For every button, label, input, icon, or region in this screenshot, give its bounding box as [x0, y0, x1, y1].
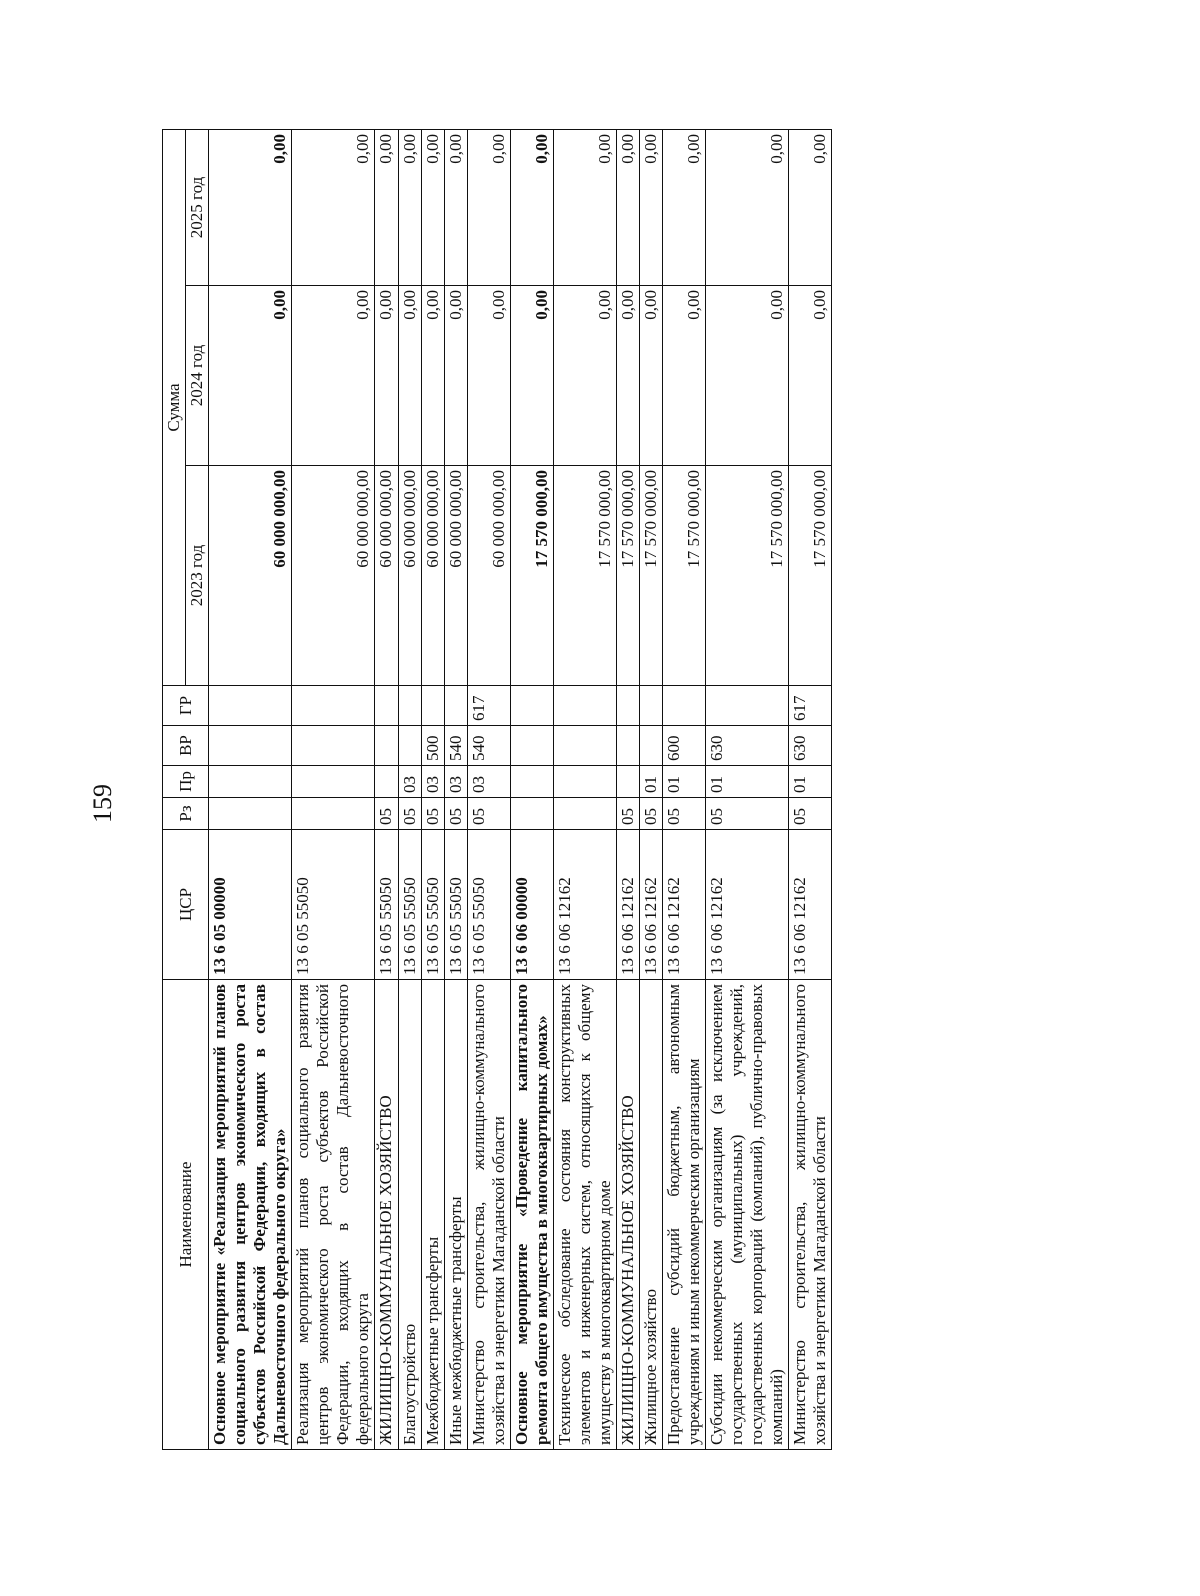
- row-pr: [375, 766, 398, 798]
- row-amount-2023: 60 000 000,00: [421, 466, 444, 686]
- row-rz: 05: [616, 798, 639, 830]
- row-gr: [375, 686, 398, 726]
- row-gr: [553, 686, 616, 726]
- row-csr: 13 6 05 55050: [467, 830, 510, 980]
- row-rz: [553, 798, 616, 830]
- table-row: [640, 130, 663, 1450]
- row-amount-2024: 0,00: [375, 286, 398, 466]
- row-amount-2024: 0,00: [398, 286, 421, 466]
- row-gr: [706, 686, 789, 726]
- row-amount-2023: 17 570 000,00: [616, 466, 639, 686]
- row-csr: 13 6 06 12162: [616, 830, 639, 980]
- row-pr: 03: [421, 766, 444, 798]
- row-gr: [640, 686, 663, 726]
- row-name: Предоставление субсидий бюджетным, автономным учреждениям и иным некоммерческим организациям: [663, 980, 706, 1450]
- row-amount-2024: 0,00: [553, 286, 616, 466]
- row-amount-2025: 0,00: [398, 130, 421, 286]
- row-csr: 13 6 06 00000: [510, 830, 553, 980]
- row-gr: 617: [467, 686, 510, 726]
- row-gr: [398, 686, 421, 726]
- row-name: Жилищное хозяйство: [640, 980, 663, 1450]
- row-csr: 13 6 06 12162: [663, 830, 706, 980]
- row-amount-2025: 0,00: [789, 130, 832, 286]
- row-amount-2024: 0,00: [292, 286, 375, 466]
- header-year-2023: 2023 год: [186, 466, 209, 686]
- row-name: Основное мероприятие «Реализация мероприятий планов социального развития центров экономического роста субъектов Российской Федерации, входящих в состав Дальневосточного федерального округа»: [209, 980, 292, 1450]
- row-pr: 03: [444, 766, 467, 798]
- table-row: [444, 130, 467, 1450]
- row-vr: [510, 726, 553, 766]
- row-amount-2023: 17 570 000,00: [640, 466, 663, 686]
- header-year-2024: 2024 год: [186, 286, 209, 466]
- row-name: Межбюджетные трансферты: [421, 980, 444, 1450]
- header-pr: Пр: [163, 766, 209, 798]
- row-vr: [209, 726, 292, 766]
- row-amount-2025: 0,00: [209, 130, 292, 286]
- row-csr: 13 6 05 55050: [292, 830, 375, 980]
- row-vr: [398, 726, 421, 766]
- row-name: Министерство строительства, жилищно-коммунального хозяйства и энергетики Магаданской области: [789, 980, 832, 1450]
- table-row: [375, 130, 398, 1450]
- table-row: [292, 130, 375, 1450]
- row-csr: 13 6 06 12162: [553, 830, 616, 980]
- row-vr: 500: [421, 726, 444, 766]
- row-amount-2025: 0,00: [640, 130, 663, 286]
- row-vr: [640, 726, 663, 766]
- row-amount-2025: 0,00: [444, 130, 467, 286]
- row-pr: 01: [640, 766, 663, 798]
- row-amount-2023: 60 000 000,00: [444, 466, 467, 686]
- row-rz: 05: [375, 798, 398, 830]
- row-pr: 03: [398, 766, 421, 798]
- row-csr: 13 6 05 55050: [444, 830, 467, 980]
- row-gr: [444, 686, 467, 726]
- row-csr: 13 6 05 55050: [398, 830, 421, 980]
- row-name: Субсидии некоммерческим организациям (за исключением государственных (муниципальных) учреждений, государственных корпораций (компаний), публично-правовых компаний): [706, 980, 789, 1450]
- table-row: [706, 130, 789, 1450]
- row-vr: 630: [789, 726, 832, 766]
- row-vr: [616, 726, 639, 766]
- row-rz: [292, 798, 375, 830]
- row-amount-2024: 0,00: [421, 286, 444, 466]
- row-amount-2025: 0,00: [553, 130, 616, 286]
- row-gr: [421, 686, 444, 726]
- table-row: [553, 130, 616, 1450]
- row-rz: 05: [398, 798, 421, 830]
- row-gr: [510, 686, 553, 726]
- row-pr: 01: [706, 766, 789, 798]
- row-name: Основное мероприятие «Проведение капитального ремонта общего имущества в многоквартирных домах»: [510, 980, 553, 1450]
- row-rz: 05: [640, 798, 663, 830]
- row-rz: [510, 798, 553, 830]
- row-amount-2025: 0,00: [375, 130, 398, 286]
- header-csr: ЦСР: [163, 830, 209, 980]
- row-name: ЖИЛИЩНО-КОММУНАЛЬНОЕ ХОЗЯЙСТВО: [375, 980, 398, 1450]
- row-gr: [292, 686, 375, 726]
- row-rz: 05: [706, 798, 789, 830]
- header-gr: ГР: [163, 686, 209, 726]
- row-csr: 13 6 06 12162: [789, 830, 832, 980]
- row-amount-2023: 17 570 000,00: [663, 466, 706, 686]
- header-rz: Рз: [163, 798, 209, 830]
- row-vr: 540: [467, 726, 510, 766]
- row-amount-2024: 0,00: [663, 286, 706, 466]
- row-amount-2023: 17 570 000,00: [706, 466, 789, 686]
- row-csr: 13 6 06 12162: [706, 830, 789, 980]
- row-amount-2025: 0,00: [616, 130, 639, 286]
- table-row: [467, 130, 510, 1450]
- table-row: [616, 130, 639, 1450]
- header-vr: ВР: [163, 726, 209, 766]
- row-pr: [292, 766, 375, 798]
- page-number: 159: [88, 784, 117, 823]
- row-amount-2024: 0,00: [640, 286, 663, 466]
- row-amount-2024: 0,00: [209, 286, 292, 466]
- row-amount-2024: 0,00: [616, 286, 639, 466]
- row-pr: [553, 766, 616, 798]
- budget-table: [162, 129, 832, 1450]
- row-amount-2025: 0,00: [510, 130, 553, 286]
- row-rz: 05: [421, 798, 444, 830]
- header-name: Наименование: [163, 980, 209, 1450]
- row-pr: [510, 766, 553, 798]
- row-name: ЖИЛИЩНО-КОММУНАЛЬНОЕ ХОЗЯЙСТВО: [616, 980, 639, 1450]
- rotated-table-container: [162, 130, 1114, 1450]
- row-vr: 540: [444, 726, 467, 766]
- row-amount-2023: 60 000 000,00: [467, 466, 510, 686]
- row-amount-2023: 17 570 000,00: [553, 466, 616, 686]
- row-pr: 03: [467, 766, 510, 798]
- row-gr: [616, 686, 639, 726]
- row-vr: 630: [706, 726, 789, 766]
- row-pr: 01: [663, 766, 706, 798]
- row-amount-2023: 17 570 000,00: [510, 466, 553, 686]
- table-row: [398, 130, 421, 1450]
- header-sum: Сумма: [163, 130, 186, 686]
- table-row: [663, 130, 706, 1450]
- row-pr: [209, 766, 292, 798]
- row-amount-2023: 60 000 000,00: [375, 466, 398, 686]
- row-rz: 05: [467, 798, 510, 830]
- row-csr: 13 6 06 12162: [640, 830, 663, 980]
- row-gr: 617: [789, 686, 832, 726]
- row-amount-2025: 0,00: [663, 130, 706, 286]
- row-name: Иные межбюджетные трансферты: [444, 980, 467, 1450]
- row-pr: [616, 766, 639, 798]
- row-csr: 13 6 05 55050: [421, 830, 444, 980]
- row-amount-2025: 0,00: [421, 130, 444, 286]
- row-gr: [209, 686, 292, 726]
- row-rz: 05: [663, 798, 706, 830]
- row-amount-2024: 0,00: [789, 286, 832, 466]
- row-csr: 13 6 05 55050: [375, 830, 398, 980]
- header-year-2025: 2025 год: [186, 130, 209, 286]
- row-rz: [209, 798, 292, 830]
- row-csr: 13 6 05 00000: [209, 830, 292, 980]
- row-name: Техническое обследование состояния конструктивных элементов и инженерных систем, относящихся к общему имуществу в многоквартирном доме: [553, 980, 616, 1450]
- row-name: Реализация мероприятий планов социального развития центров экономического роста субъектов Российской Федерации, входящих в состав Дальневосточного федерального округа: [292, 980, 375, 1450]
- row-amount-2024: 0,00: [467, 286, 510, 466]
- table-row: [209, 130, 292, 1450]
- row-amount-2023: 17 570 000,00: [789, 466, 832, 686]
- row-name: Благоустройство: [398, 980, 421, 1450]
- row-amount-2025: 0,00: [292, 130, 375, 286]
- row-vr: [375, 726, 398, 766]
- row-amount-2025: 0,00: [706, 130, 789, 286]
- row-vr: 600: [663, 726, 706, 766]
- row-name: Министерство строительства, жилищно-коммунального хозяйства и энергетики Магаданской области: [467, 980, 510, 1450]
- row-rz: 05: [444, 798, 467, 830]
- table-row: [421, 130, 444, 1450]
- row-vr: [292, 726, 375, 766]
- row-amount-2023: 60 000 000,00: [209, 466, 292, 686]
- row-vr: [553, 726, 616, 766]
- row-pr: 01: [789, 766, 832, 798]
- row-rz: 05: [789, 798, 832, 830]
- table-row: [789, 130, 832, 1450]
- row-amount-2023: 60 000 000,00: [398, 466, 421, 686]
- row-amount-2024: 0,00: [444, 286, 467, 466]
- row-gr: [663, 686, 706, 726]
- table-row: [510, 130, 553, 1450]
- header-row-1: [163, 130, 186, 1450]
- row-amount-2023: 60 000 000,00: [292, 466, 375, 686]
- row-amount-2024: 0,00: [706, 286, 789, 466]
- row-amount-2024: 0,00: [510, 286, 553, 466]
- row-amount-2025: 0,00: [467, 130, 510, 286]
- table-body: [209, 130, 832, 1450]
